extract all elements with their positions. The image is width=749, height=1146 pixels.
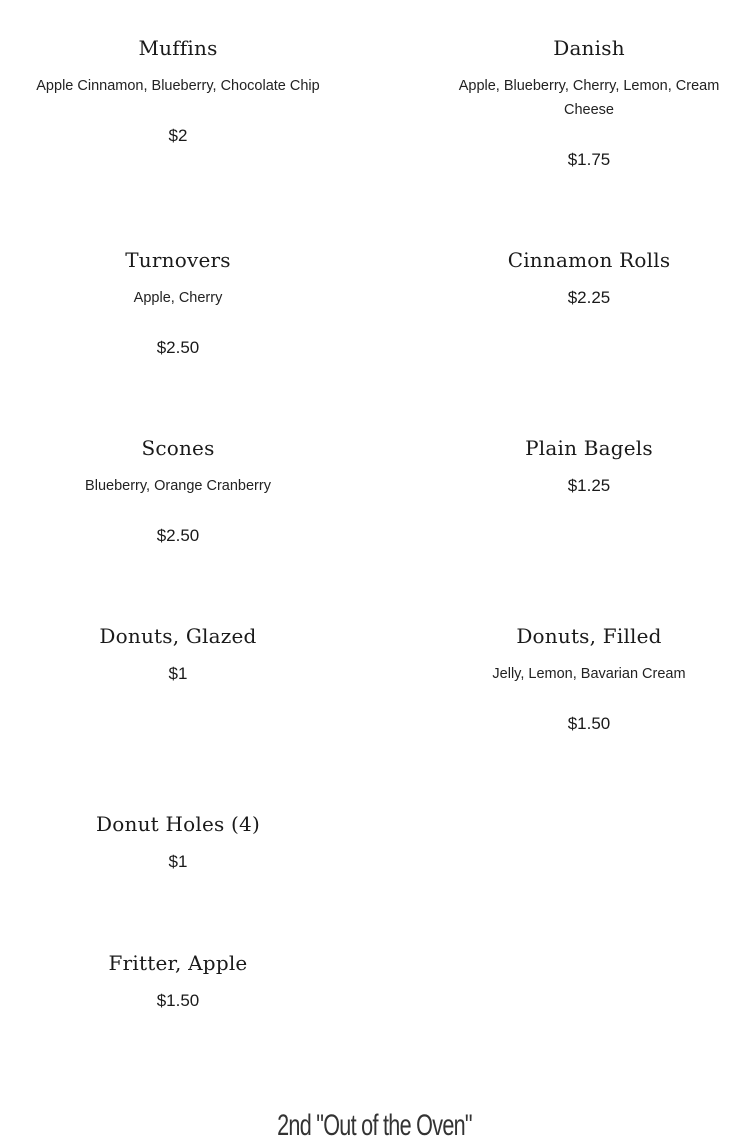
- item-description: Apple Cinnamon, Blueberry, Chocolate Chip: [36, 78, 320, 94]
- item-name: Donut Holes (4): [96, 812, 260, 836]
- item-price: $2.25: [567, 288, 611, 307]
- item-price: $2.50: [156, 338, 200, 357]
- item-description: Apple, Blueberry, Cherry, Lemon, Cream Cheese: [458, 78, 720, 118]
- item-description: Jelly, Lemon, Bavarian Cream: [492, 666, 686, 682]
- menu-item-donuts-filled: [449, 622, 729, 736]
- menu-item-turnovers: [18, 246, 338, 360]
- item-name: Donuts, Glazed: [99, 624, 257, 648]
- menu-item-donuts-glazed: [18, 622, 338, 686]
- item-description: Apple, Cherry: [133, 290, 223, 306]
- item-name: Muffins: [138, 36, 218, 60]
- item-price: $2.50: [156, 526, 200, 545]
- item-price: $1.25: [567, 476, 611, 495]
- item-price: $1.50: [567, 714, 611, 733]
- item-price: $2: [168, 126, 188, 145]
- menu-item-plain-bagels: [449, 434, 729, 498]
- item-name: Fritter, Apple: [108, 951, 248, 975]
- menu-item-scones: [18, 434, 338, 548]
- menu-item-fritter-apple: [18, 949, 338, 1013]
- menu-item-cinnamon-rolls: [449, 246, 729, 310]
- section-heading: 2nd "Out of the Oven": [277, 1109, 472, 1142]
- item-name: Danish: [553, 36, 625, 60]
- item-name: Cinnamon Rolls: [507, 248, 671, 272]
- item-price: $1.50: [156, 991, 200, 1010]
- item-name: Donuts, Filled: [516, 624, 662, 648]
- menu-item-danish: [449, 34, 729, 172]
- item-name: Turnovers: [125, 248, 231, 272]
- item-description: Blueberry, Orange Cranberry: [85, 478, 271, 494]
- item-price: $1: [168, 664, 188, 683]
- item-price: $1.75: [567, 150, 611, 169]
- menu-item-donut-holes: [18, 810, 338, 874]
- item-name: Plain Bagels: [525, 436, 653, 460]
- item-name: Scones: [141, 436, 215, 460]
- menu-item-muffins: [18, 34, 338, 148]
- item-price: $1: [168, 852, 188, 871]
